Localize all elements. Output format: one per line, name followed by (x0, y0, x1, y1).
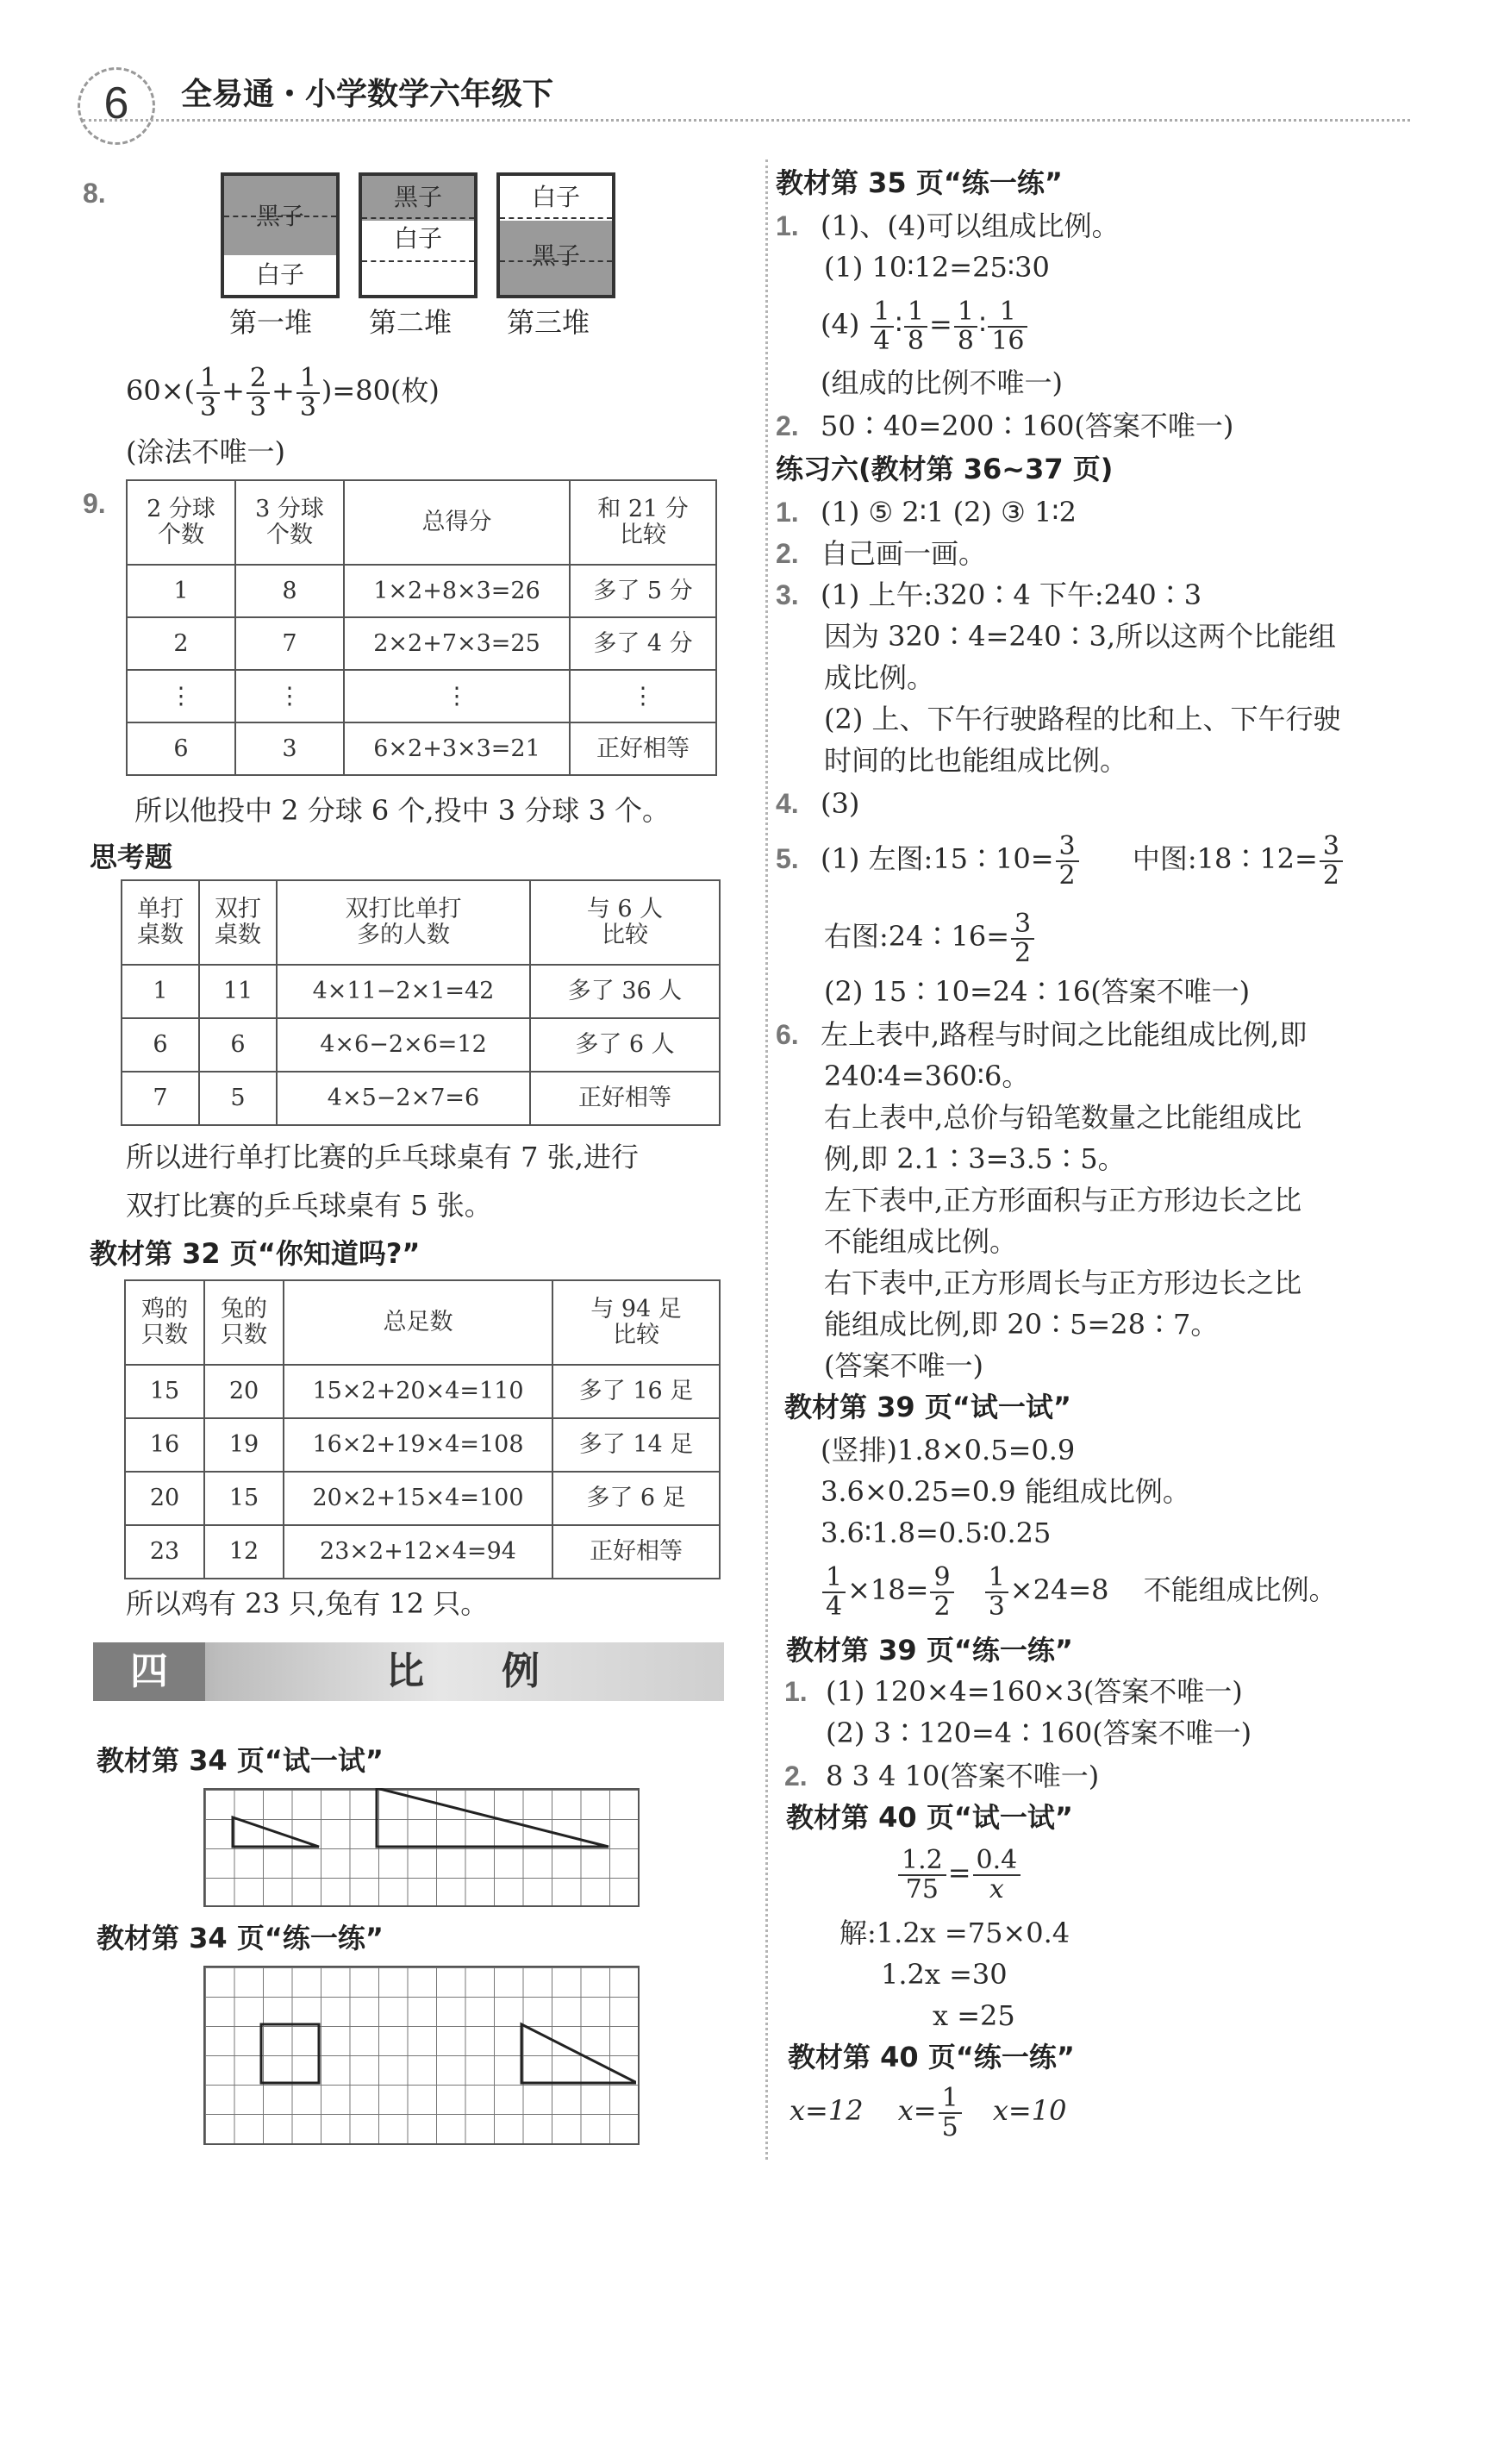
ex6-num-2: 2. (776, 538, 799, 569)
ex6-a1: (1) ⑤ 2∶1 (2) ③ 1∶2 (821, 496, 1077, 528)
think-title: 思考题 (90, 841, 173, 873)
r-num-2: 2. (776, 410, 799, 441)
ex6-num-1: 1. (776, 497, 799, 528)
p39-practice-title: 教材第 39 页“练一练” (786, 1634, 1073, 1667)
ex6-a4: (3) (821, 787, 860, 820)
ex6-a6-9: (答案不唯一) (824, 1349, 983, 1382)
ex6-a3-4: (2) 上、下午行驶路程的比和上、下午行驶 (824, 703, 1341, 735)
ex6-a6-2: 240∶4=360∶6。 (824, 1060, 1030, 1092)
ex6-a5-2: (2) 15∶10=24∶16(答案不唯一) (824, 975, 1251, 1008)
unit-number: 四 (93, 1642, 205, 1701)
pile-3-bottom-label: 黑子 (531, 241, 580, 270)
ex6-a6-6: 不能组成比例。 (824, 1225, 1018, 1258)
ex6-a6-4: 例,即 2.1∶3=3.5∶5。 (824, 1142, 1126, 1175)
book-title: 全易通・小学数学六年级下 (181, 77, 554, 112)
p32-conclusion: 所以鸡有 23 只,兔有 12 只。 (126, 1587, 489, 1620)
ex6-num-3: 3. (776, 579, 799, 610)
think-conclusion-2: 双打比赛的乒乓球桌有 5 张。 (126, 1189, 492, 1222)
p39-num-2: 2. (784, 1760, 808, 1792)
pile-2-top-label: 黑子 (393, 183, 442, 211)
p35-line2: (1) 10∶12=25∶30 (824, 251, 1050, 284)
header-divider (83, 119, 1410, 122)
p35-line5: 50∶40=200∶160(答案不唯一) (821, 410, 1234, 442)
ex6-num-5: 5. (776, 843, 799, 874)
ex6-a3-5: 时间的比也能组成比例。 (824, 744, 1128, 777)
table-row: 15 20 15×2+20×4=110 多了 16 足 (125, 1365, 720, 1418)
p39-try-l4: $\frac{1}{4}$ ×18= $\frac{9}{2}$ $\frac{1}{3}$ ×24=8 不能组成比例。 (821, 1557, 1337, 1623)
r-num-1: 1. (776, 210, 799, 241)
p39-try-l2: 3.6×0.25=0.9 能组成比例。 (821, 1475, 1190, 1508)
ex6-num-4: 4. (776, 788, 799, 819)
ex6-a6-7: 右下表中,正方形周长与正方形边长之比 (824, 1266, 1302, 1299)
pile-1 (221, 172, 340, 298)
unit-banner (93, 1642, 724, 1701)
page-number: 6 (103, 78, 129, 128)
q9-number: 9. (83, 488, 106, 519)
p39-num-1: 1. (784, 1676, 808, 1707)
p35-line3: (4) $\frac{1}{4}$ ∶ $\frac{1}{8}$ = $\frac{1}{8}$ ∶ $\frac{1}{16}$ (821, 293, 1029, 355)
p39-prac-l2: (2) 3∶120=4∶160(答案不唯一) (826, 1717, 1252, 1749)
pile-1-label: 第一堆 (229, 306, 313, 339)
practice-shapes (203, 1966, 636, 2143)
p40-try-s1: 解:1.2x =75×0.4 (840, 1917, 1070, 1949)
pile-3-label: 第三堆 (507, 306, 590, 339)
think-conclusion-1: 所以进行单打比赛的乒乓球桌有 7 张,进行 (126, 1141, 639, 1173)
p35-title: 教材第 35 页“练一练” (776, 166, 1063, 199)
pile-1-top-label: 黑子 (255, 202, 304, 230)
p34-practice-title: 教材第 34 页“练一练” (97, 1922, 384, 1954)
p35-line1: (1)、(4)可以组成比例。 (821, 210, 1120, 242)
ex6-a6-8: 能组成比例,即 20∶5=28∶7。 (824, 1308, 1219, 1341)
ex6-a6-1: 左上表中,路程与时间之比能组成比例,即 (821, 1018, 1308, 1051)
p39-prac-l3: 8 3 4 10(答案不唯一) (826, 1760, 1100, 1792)
p40-try-title: 教材第 40 页“试一试” (786, 1801, 1073, 1834)
p39-try-l1: (竖排)1.8×0.5=0.9 (821, 1434, 1076, 1467)
pile-3-top-label: 白子 (531, 183, 580, 211)
q9-conclusion: 所以他投中 2 分球 6 个,投中 3 分球 3 个。 (134, 794, 670, 827)
unit-title: 比例 (386, 1649, 617, 1693)
table-row: 7 5 4×5−2×7=6 正好相等 (122, 1072, 720, 1125)
ex6-num-6: 6. (776, 1019, 799, 1050)
table-row: ⋮ ⋮ ⋮ ⋮ (127, 670, 716, 722)
try-triangles (203, 1788, 636, 1905)
table-row: 23 12 23×2+12×4=94 正好相等 (125, 1525, 720, 1579)
ex6-title: 练习六(教材第 36~37 页) (776, 453, 1114, 485)
p35-line4: (组成的比例不唯一) (821, 366, 1063, 399)
p39-try-title: 教材第 39 页“试一试” (784, 1391, 1071, 1423)
p40-practice-title: 教材第 40 页“练一练” (788, 2041, 1075, 2073)
q9-table: 2 分球 个数 3 分球 个数 总得分 和 21 分 比较 1 8 1×2+8×3=26 多了 5 分 2 7 2×2+7×3=25 多了 4 分 ⋮ ⋮ ⋮ ⋮ 6 3 6×2+3×3=21 正好相等 (126, 479, 717, 776)
table-row: 1 11 4×11−2×1=42 多了 36 人 (122, 965, 720, 1018)
p32-title: 教材第 32 页“你知道吗?” (90, 1237, 421, 1270)
ex6-a6-5: 左下表中,正方形面积与正方形边长之比 (824, 1184, 1302, 1216)
pile-2-middle-label: 白子 (393, 224, 442, 253)
p34-try-title: 教材第 34 页“试一试” (97, 1744, 384, 1777)
table-row: 20 15 20×2+15×4=100 多了 6 足 (125, 1472, 720, 1525)
p40-try-s3: x =25 (933, 1999, 1015, 2032)
table-row: 2 7 2×2+7×3=25 多了 4 分 (127, 617, 716, 670)
q8-formula: 60×( $\frac{1}{3}$ + $\frac{2}{3}$ + $\frac{1}{3}$ )=80(枚) (126, 362, 440, 422)
pile-2-label: 第二堆 (369, 306, 453, 339)
think-table: 单打 桌数 双打 桌数 双打比单打 多的人数 与 6 人 比较 1 11 4×11−2×1=42 多了 36 人 6 6 4×6−2×6=12 多了 6 人 7 5 4×5−2×7=6 正好相等 (121, 879, 721, 1126)
ex6-a6-3: 右上表中,总价与铅笔数量之比能组成比 (824, 1101, 1302, 1134)
ex6-a5-right: 右图:24∶16= $\frac{3}{2}$ (824, 905, 1036, 967)
p40-try-s2: 1.2x =30 (881, 1958, 1008, 1991)
q8-number: 8. (83, 178, 106, 209)
q8-note: (涂法不唯一) (126, 435, 285, 468)
ex6-a3-3: 成比例。 (824, 661, 935, 694)
ex6-a3-2: 因为 320∶4=240∶3,所以这两个比能组 (824, 620, 1337, 653)
pile-1-bottom-label: 白子 (255, 260, 304, 289)
ex6-a5-1: (1) 左图:15∶10= $\frac{3}{2}$ 中图:18∶12= $\frac{3}{2}$ (821, 828, 1345, 890)
p40-practice-answers: x=12 x= $\frac{1}{5}$ x=10 (790, 2082, 1067, 2142)
p39-prac-l1: (1) 120×4=160×3(答案不唯一) (826, 1675, 1243, 1708)
ex6-a2: 自己画一画。 (821, 537, 987, 570)
table-row: 6 3 6×2+3×3=21 正好相等 (127, 722, 716, 775)
table-row: 6 6 4×6−2×6=12 多了 6 人 (122, 1018, 720, 1072)
p39-try-l3: 3.6∶1.8=0.5∶0.25 (821, 1517, 1052, 1549)
table-row: 1 8 1×2+8×3=26 多了 5 分 (127, 565, 716, 617)
column-divider (765, 159, 768, 2160)
table-row: 16 19 16×2+19×4=108 多了 14 足 (125, 1418, 720, 1472)
pile-2 (359, 172, 477, 298)
p32-table: 鸡的 只数 兔的 只数 总足数 与 94 足 比较 15 20 15×2+20×4=110 多了 16 足 16 19 16×2+19×4=108 多了 14 足 20 15 20×2+15×4=100 多了 6 足 23 12 23×2+12×4=94 正好相等 (124, 1279, 721, 1579)
pile-3 (496, 172, 615, 298)
ex6-a3-1: (1) 上午:320∶4 下午:240∶3 (821, 578, 1202, 611)
p40-try-eq: $\frac{1.2}{75}$ = $\frac{0.4}{x}$ (896, 1838, 1022, 1907)
